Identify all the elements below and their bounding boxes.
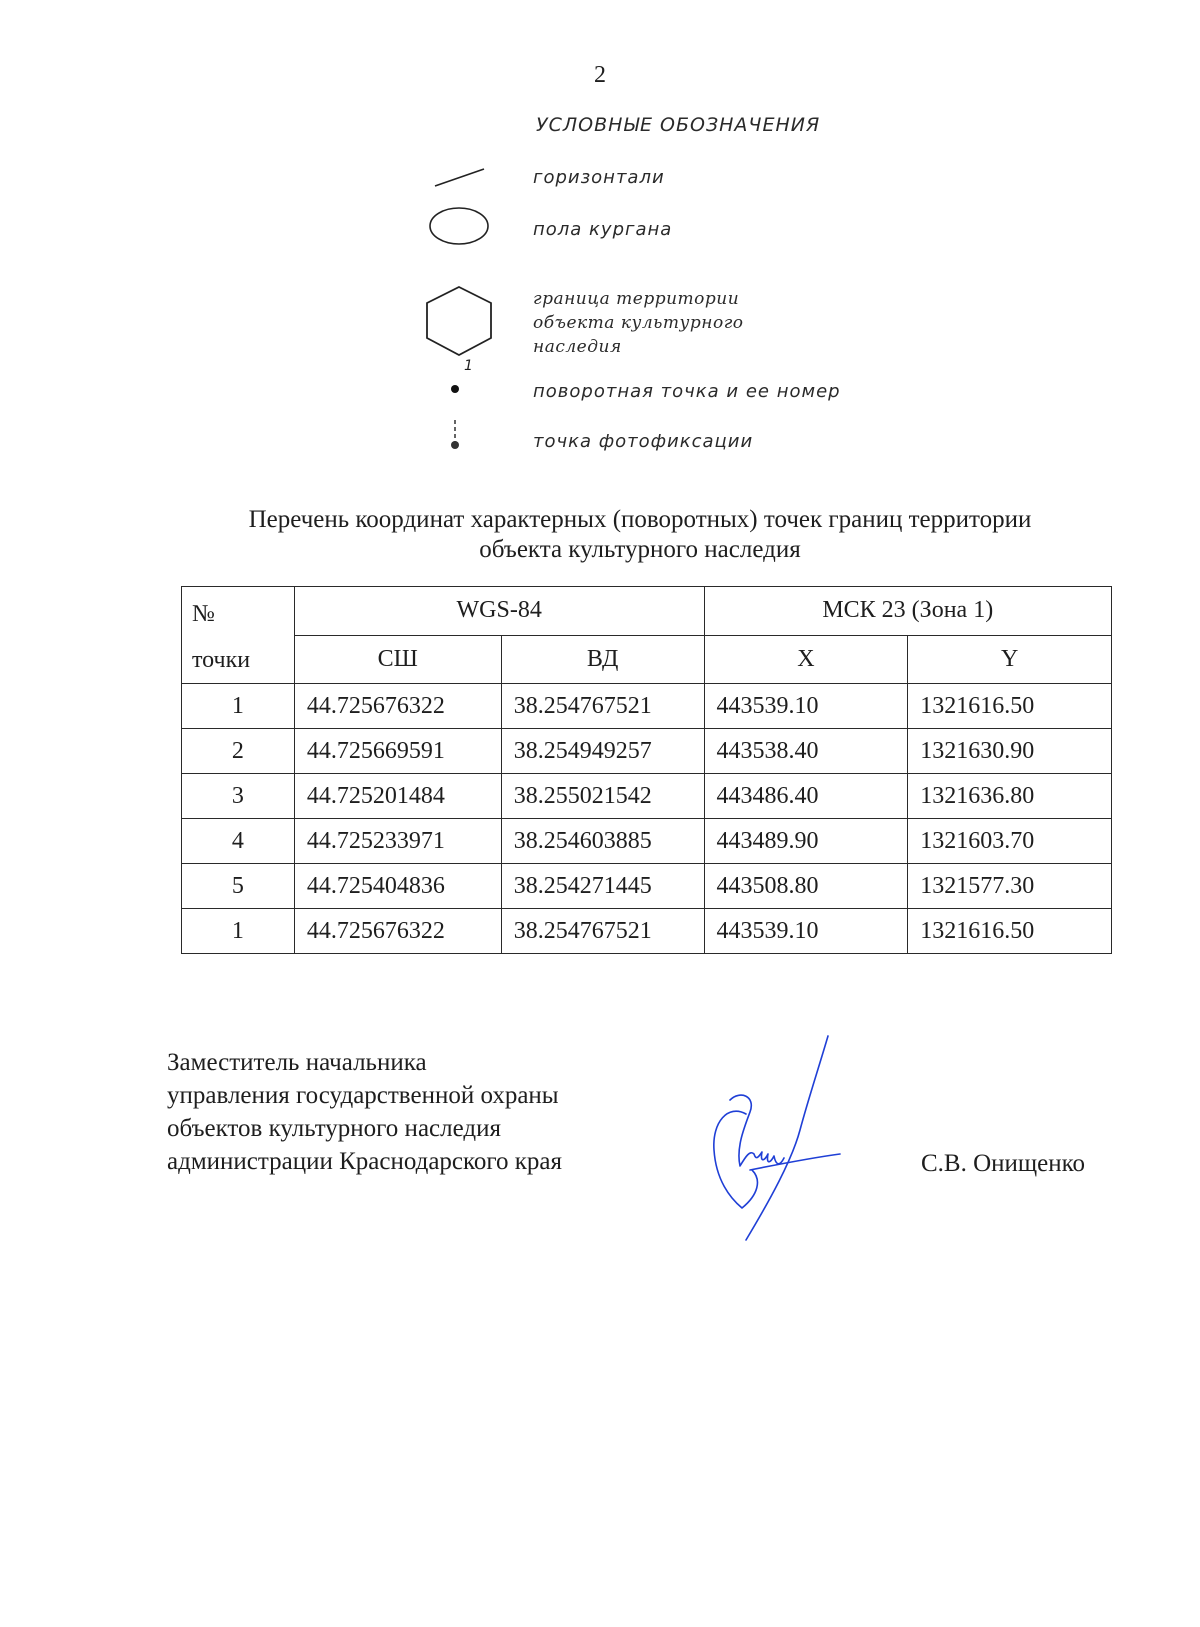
header-longitude: ВД [501,635,704,684]
cell-point: 1 [182,684,295,729]
legend-label-boundary-2: объекта культурного [533,313,744,333]
handwritten-signature [700,1030,850,1260]
header-msk23: МСК 23 (Зона 1) [704,587,1111,636]
turning-point-number: 1 [464,358,473,374]
header-wgs84: WGS-84 [294,587,704,636]
signer-name: С.В. Онищенко [921,1150,1086,1177]
header-no-symbol: № [192,601,215,627]
legend-label-mound: пола кургана [533,219,673,240]
cell-y: 1321630.90 [908,729,1112,774]
legend-label-turning-point: поворотная точка и ее номер [533,381,841,402]
cell-lat: 44.725233971 [294,819,501,864]
legend-label-boundary-1: граница территории [533,289,740,309]
cell-lat: 44.725669591 [294,729,501,774]
header-no-word: точки [192,647,251,673]
header-point-number [182,587,295,684]
cell-x: 443486.40 [704,774,908,819]
cell-y: 1321577.30 [908,864,1112,909]
table-heading [180,505,1100,565]
cell-point: 1 [182,909,295,954]
cell-y: 1321603.70 [908,819,1112,864]
cell-point: 3 [182,774,295,819]
table-row [182,819,1112,864]
page-number: 2 [594,62,606,88]
contour-line-icon [432,164,488,190]
legend-label-boundary-3: наследия [533,337,622,357]
header-y: Y [908,635,1112,684]
table-row [182,729,1112,774]
cell-y: 1321616.50 [908,909,1112,954]
signatory-line-3: объектов культурного наследия [167,1115,501,1142]
cell-y: 1321616.50 [908,684,1112,729]
table-heading-line2: объекта культурного наследия [479,536,801,563]
cell-lon: 38.255021542 [501,774,704,819]
signatory-line-4: администрации Краснодарского края [167,1148,563,1175]
cell-lat: 44.725676322 [294,909,501,954]
header-latitude: СШ [294,635,501,684]
legend-title: УСЛОВНЫЕ ОБОЗНАЧЕНИЯ [536,114,821,136]
header-x: X [704,635,908,684]
signatory-line-1: Заместитель начальника [167,1049,427,1076]
cell-lon: 38.254603885 [501,819,704,864]
cell-lat: 44.725404836 [294,864,501,909]
cell-x: 443539.10 [704,684,908,729]
cell-lon: 38.254949257 [501,729,704,774]
cell-lon: 38.254767521 [501,684,704,729]
signatory-line-2: управления государственной охраны [167,1082,559,1109]
table-heading-line1: Перечень координат характерных (поворотных) точек границ территории [248,506,1032,533]
cell-lon: 38.254767521 [501,909,704,954]
table-row [182,864,1112,909]
cell-x: 443489.90 [704,819,908,864]
table-header-row-2 [182,635,1112,684]
cell-point: 4 [182,819,295,864]
turning-point-icon [448,382,462,396]
cell-y: 1321636.80 [908,774,1112,819]
table-header-row-1 [182,587,1112,636]
table-row [182,774,1112,819]
signatory-position [167,1046,562,1178]
table-row [182,909,1112,954]
hexagon-icon [421,283,497,359]
cell-lat: 44.725676322 [294,684,501,729]
cell-x: 443508.80 [704,864,908,909]
photo-point-icon [448,418,462,452]
cell-point: 5 [182,864,295,909]
legend-label-contours: горизонтали [533,167,665,188]
cell-point: 2 [182,729,295,774]
cell-x: 443538.40 [704,729,908,774]
cell-x: 443539.10 [704,909,908,954]
coordinates-table [181,586,1112,954]
ellipse-icon [426,204,492,248]
table-row [182,684,1112,729]
cell-lon: 38.254271445 [501,864,704,909]
legend-label-photo-point: точка фотофиксации [533,431,754,452]
cell-lat: 44.725201484 [294,774,501,819]
